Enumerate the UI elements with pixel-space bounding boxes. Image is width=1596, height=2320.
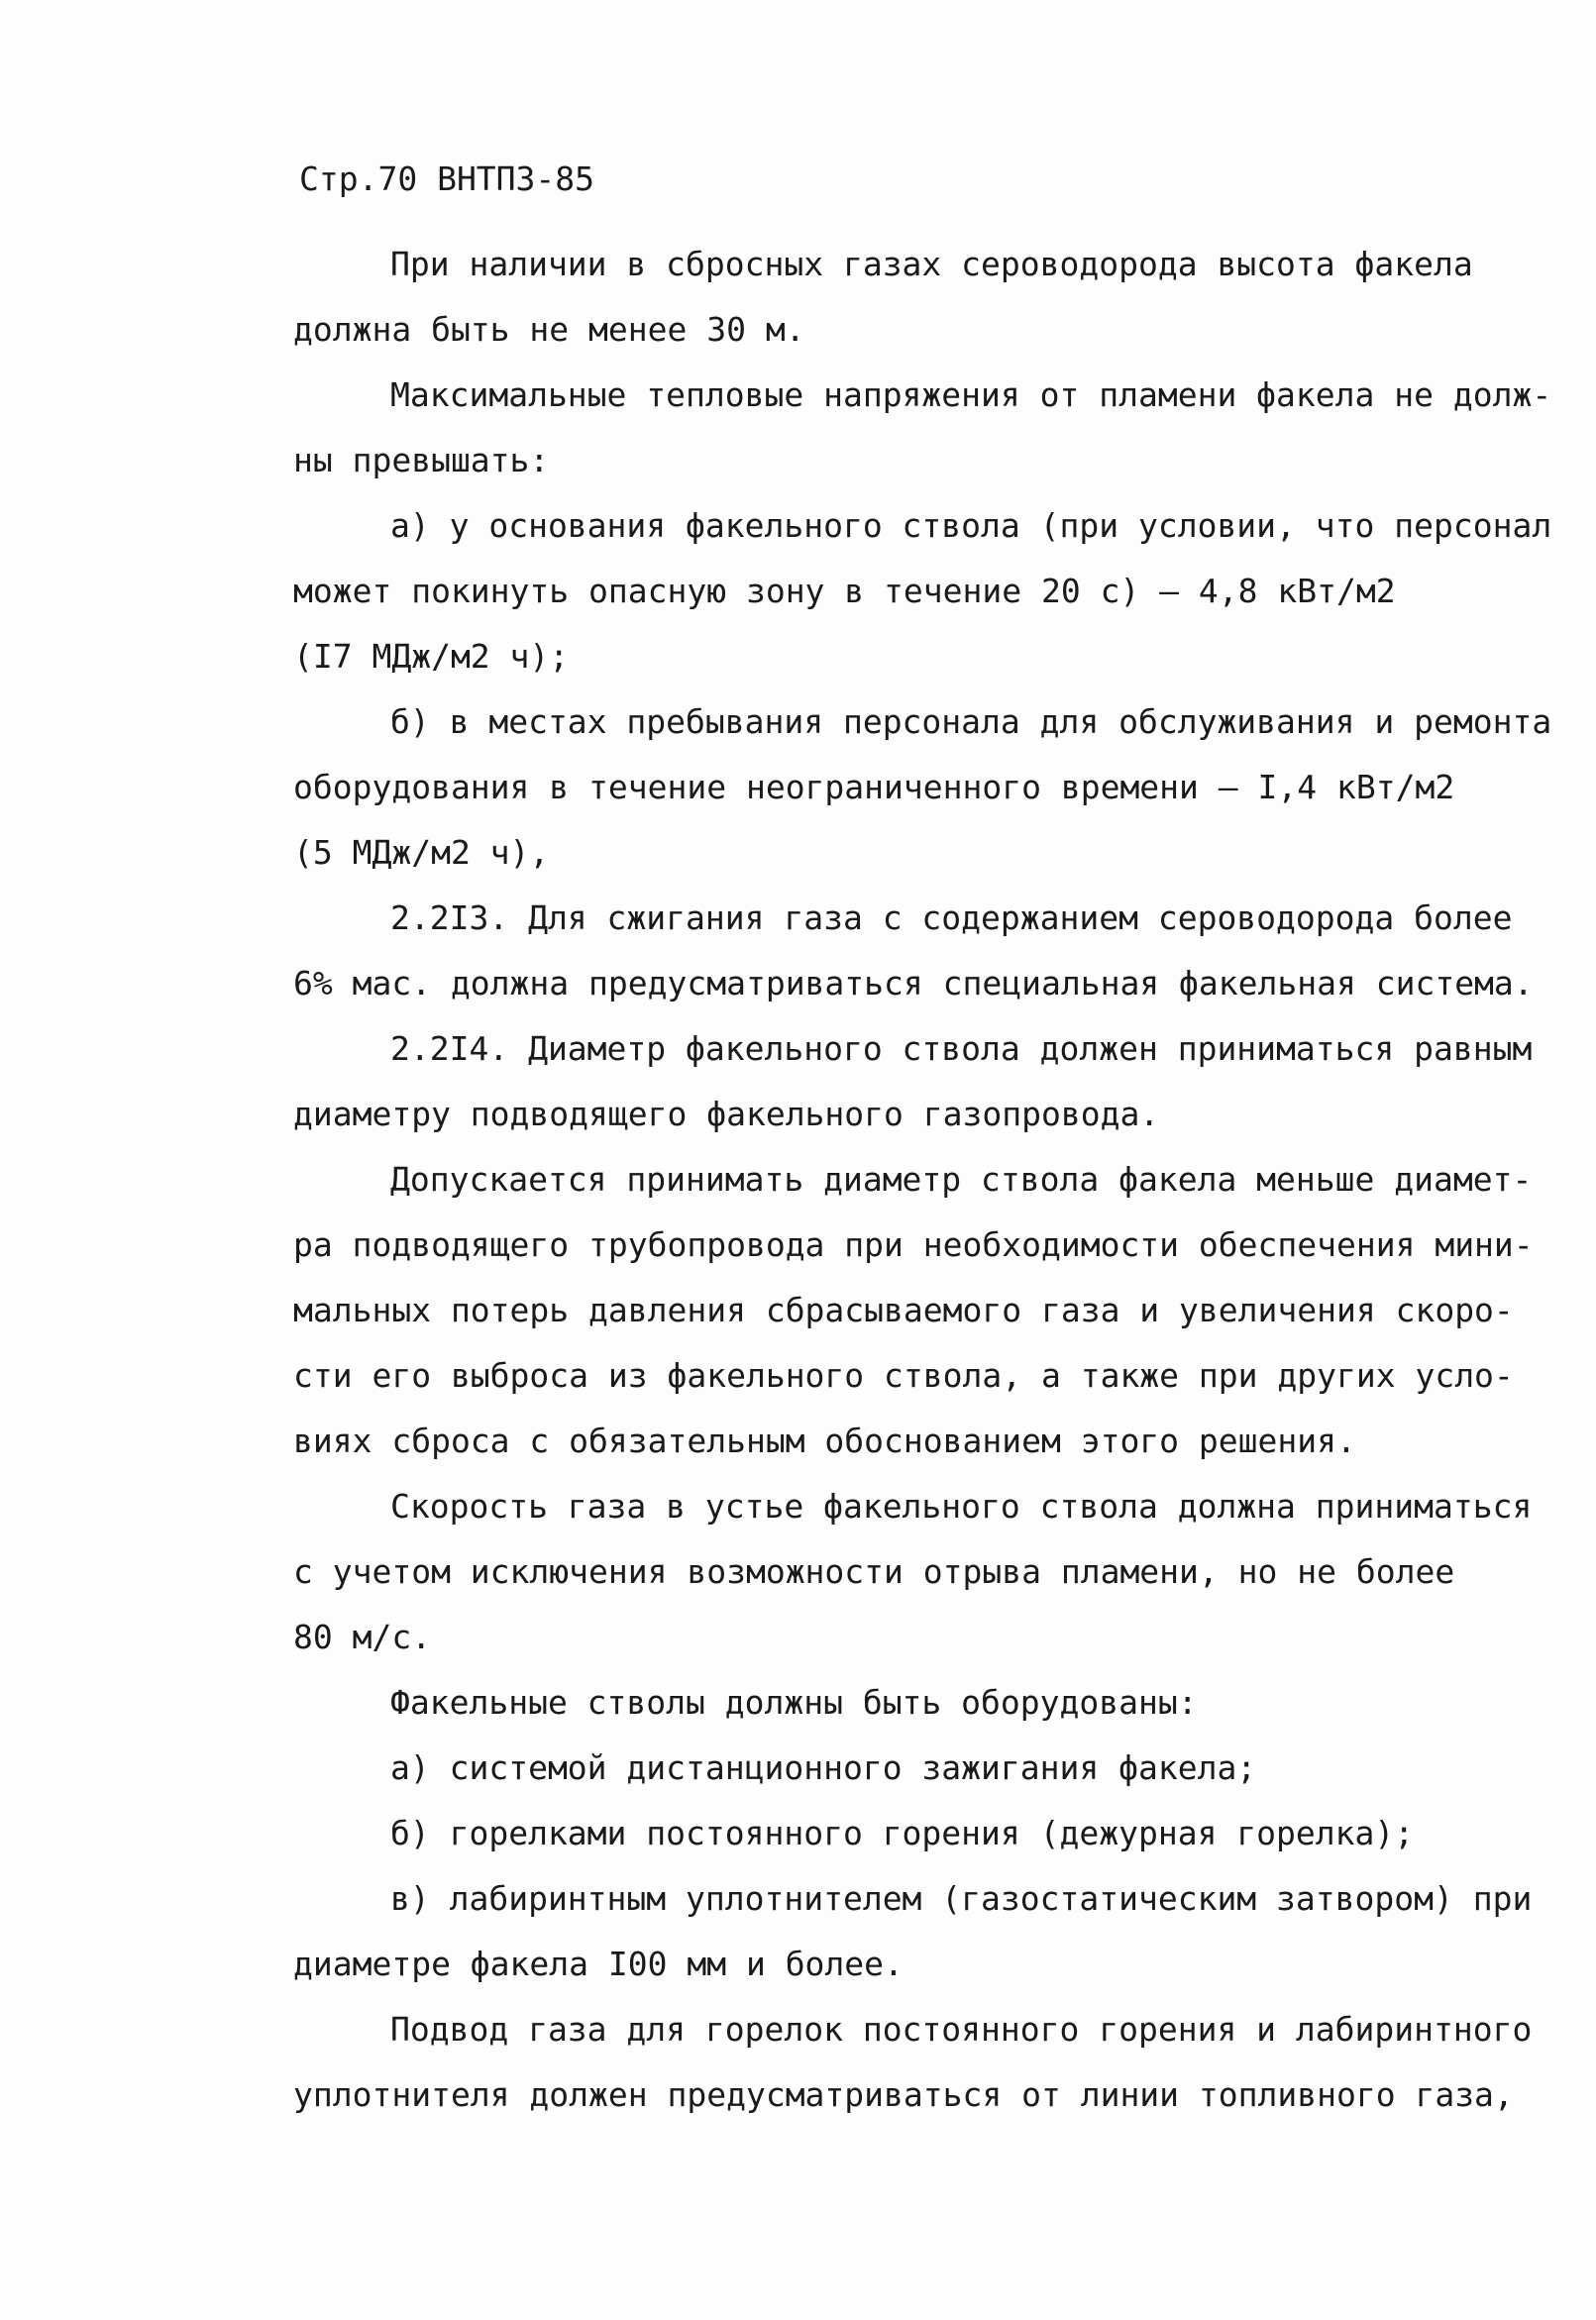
text-line: виях сброса с обязательным обоснованием этого решения.	[293, 1422, 1356, 1460]
text-line: Скорость газа в устье факельного ствола должна приниматься	[390, 1487, 1533, 1526]
text-line: При наличии в сбросных газах сероводорода высота факела	[390, 245, 1473, 283]
page-header: Стр.70 ВНТПЗ-85	[299, 159, 595, 198]
text-line: Подвод газа для горелок постоянного горения и лабиринтного	[390, 2010, 1533, 2049]
body-text	[293, 232, 1581, 2128]
text-line: ны превышать:	[293, 441, 550, 479]
text-line: б) в местах пребывания персонала для обслуживания и ремонта	[390, 702, 1552, 741]
text-line: Факельные стволы должны быть оборудованы:	[390, 1683, 1198, 1722]
text-line: 2.2I3. Для сжигания газа с содержанием сероводорода более	[390, 898, 1513, 937]
text-line: (5 МДж/м2 ч),	[293, 833, 550, 872]
text-line: Максимальные тепловые напряжения от пламени факела не долж-	[390, 375, 1552, 414]
text-line: должна быть не менее 30 м.	[293, 310, 805, 349]
text-line: 80 м/с.	[293, 1618, 432, 1656]
text-line: оборудования в течение неограниченного времени – I,4 кВт/м2	[293, 768, 1455, 806]
text-line: диаметре факела I00 мм и более.	[293, 1945, 904, 1983]
text-line: (I7 МДж/м2 ч);	[293, 637, 570, 676]
text-line: в) лабиринтным уплотнителем (газостатическим затвором) при	[390, 1879, 1533, 1918]
text-line: диаметру подводящего факельного газопровода.	[293, 1095, 1160, 1133]
text-line: 6% мас. должна предусматриваться специальная факельная система.	[293, 964, 1534, 1002]
text-line: с учетом исключения возможности отрыва пламени, но не более	[293, 1552, 1455, 1591]
text-line: б) горелками постоянного горения (дежурная горелка);	[390, 1814, 1415, 1852]
text-line: уплотнителя должен предусматриваться от линии топливного газа,	[293, 2075, 1514, 2114]
text-line: Допускается принимать диаметр ствола факела меньше диамет-	[390, 1160, 1533, 1199]
text-line: 2.2I4. Диаметр факельного ствола должен приниматься равным	[390, 1029, 1533, 1068]
text-line: мальных потерь давления сбрасываемого газа и увеличения скоро-	[293, 1291, 1514, 1329]
text-line: ра подводящего трубопровода при необходимости обеспечения мини-	[293, 1225, 1534, 1264]
text-line: сти его выброса из факельного ствола, а также при других усло-	[293, 1356, 1514, 1395]
text-line: может покинуть опасную зону в течение 20 с) – 4,8 кВт/м2	[293, 572, 1396, 610]
text-line: а) у основания факельного ствола (при условии, что персонал	[390, 506, 1552, 545]
text-line: а) системой дистанционного зажигания факела;	[390, 1748, 1257, 1787]
